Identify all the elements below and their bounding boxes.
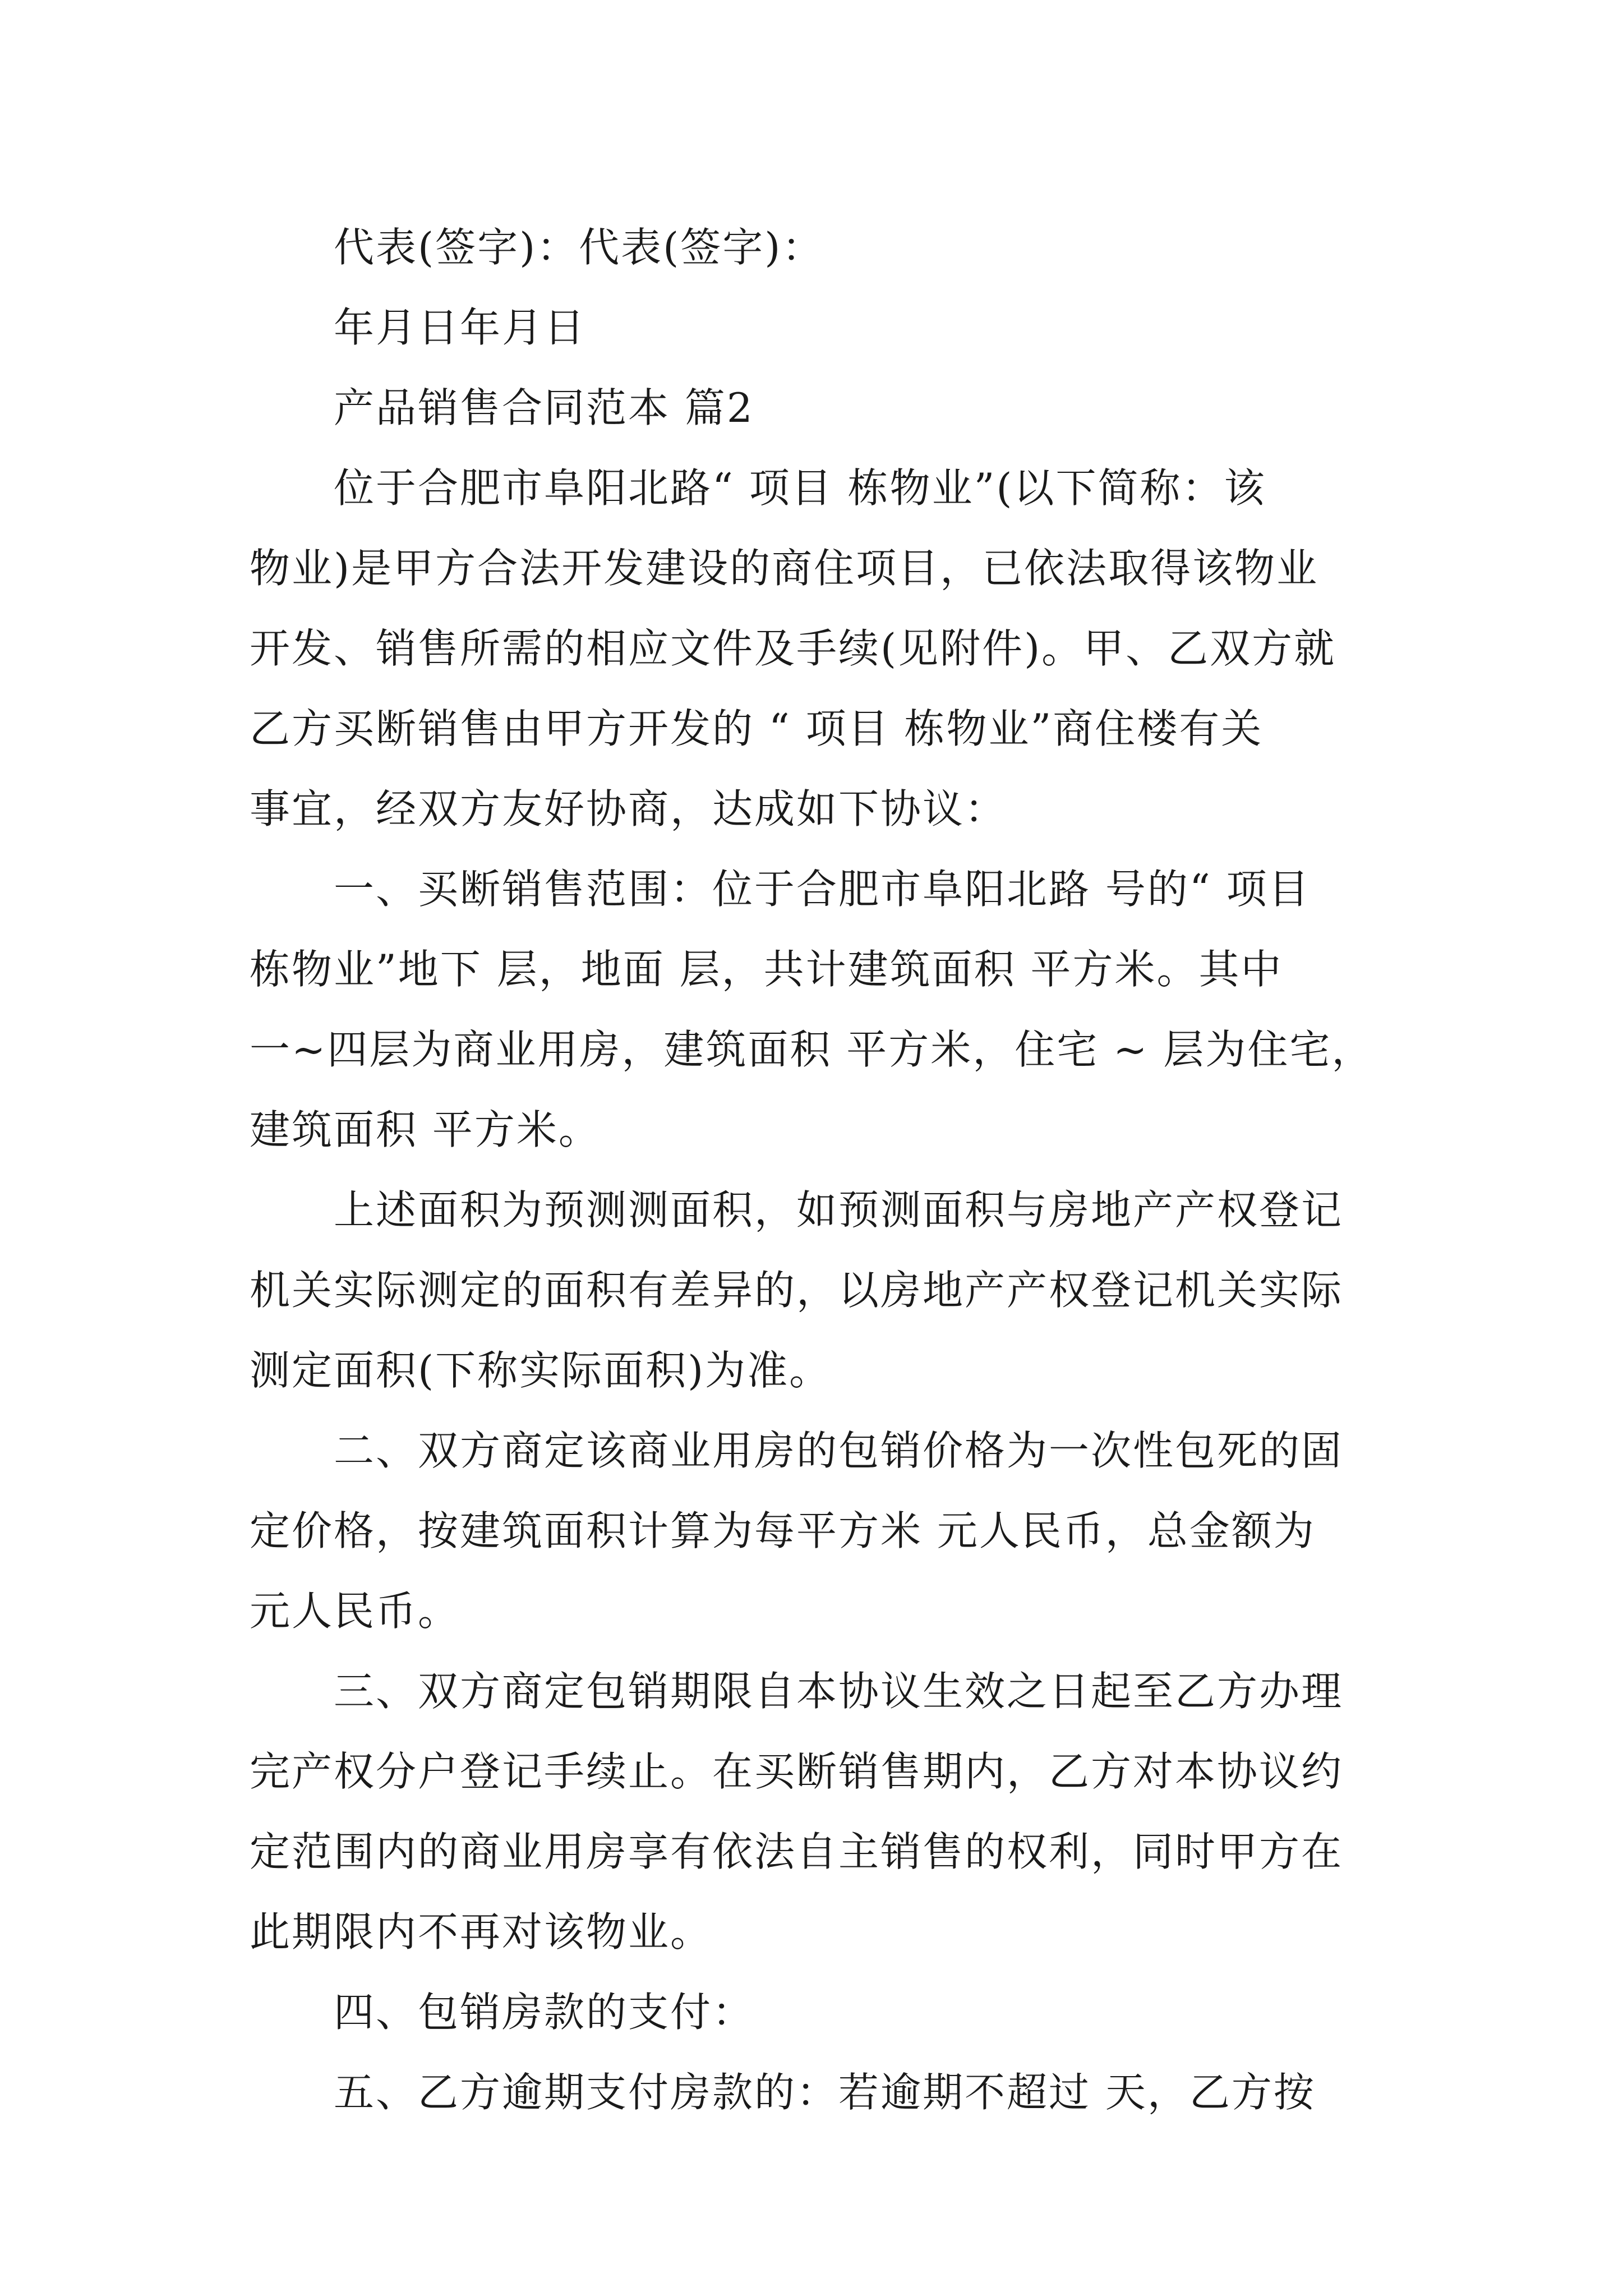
paragraph-line: 定范围内的商业用房享有依法自主销售的权利，同时甲方在 <box>250 1828 1344 1875</box>
document-body <box>250 208 1388 2133</box>
paragraph-line: 物业)是甲方合法开发建设的商住项目，已依法取得该物业 <box>250 545 1319 592</box>
paragraph-line: 建筑面积 平方米。 <box>250 1106 601 1153</box>
paragraph-line: 测定面积(下称实际面积)为准。 <box>250 1347 832 1394</box>
paragraph-line: 开发、销售所需的相应文件及手续(见附件)。甲、乙双方就 <box>250 625 1336 672</box>
paragraph-line: 机关实际测定的面积有差异的，以房地产产权登记机关实际 <box>250 1267 1344 1314</box>
section-heading: 产品销售合同范本 篇2 <box>334 384 754 431</box>
paragraph-line: 二、双方商定该商业用房的包销价格为一次性包死的固 <box>334 1427 1344 1474</box>
clause-1 <box>250 849 1388 1170</box>
paragraph-line: 事宜，经双方友好协商，达成如下协议： <box>250 785 1007 832</box>
date-line: 年月日年月日 <box>334 304 587 351</box>
clause-3 <box>250 1651 1388 1972</box>
clause-4: 四、包销房款的支付： <box>334 1989 755 2036</box>
paragraph-line: 定价格，按建筑面积计算为每平方米 元人民币，总金额为 <box>250 1507 1316 1554</box>
paragraph-line: 栋物业”地下 层，地面 层，共计建筑面积 平方米。其中 <box>250 946 1283 993</box>
paragraph-line: 三、双方商定包销期限自本协议生效之日起至乙方办理 <box>334 1668 1344 1715</box>
paragraph-line: 此期限内不再对该物业。 <box>250 1908 713 1955</box>
signature-line: 代表(签字)：代表(签字)： <box>334 224 824 271</box>
paragraph-line: 一、买断销售范围：位于合肥市阜阳北路 号的“ 项目 <box>334 866 1311 913</box>
paragraph-intro <box>250 448 1388 849</box>
clause-2 <box>250 1411 1388 1651</box>
paragraph-line: 完产权分户登记手续止。在买断销售期内，乙方对本协议约 <box>250 1748 1344 1795</box>
paragraph-line: 上述面积为预测测面积，如预测面积与房地产产权登记 <box>334 1186 1344 1234</box>
paragraph-area-note <box>250 1170 1388 1411</box>
paragraph-line: 乙方买断销售由甲方开发的 “ 项目 栋物业”商住楼有关 <box>250 705 1264 752</box>
paragraph-line: 一~四层为商业用房，建筑面积 平方米，住宅 ~ 层为住宅， <box>250 1026 1374 1073</box>
paragraph-line: 元人民币。 <box>250 1588 460 1635</box>
clause-5: 五、乙方逾期支付房款的：若逾期不超过 天，乙方按 <box>334 2069 1316 2116</box>
paragraph-line: 位于合肥市阜阳北路“ 项目 栋物业”(以下简称：该 <box>334 464 1266 512</box>
